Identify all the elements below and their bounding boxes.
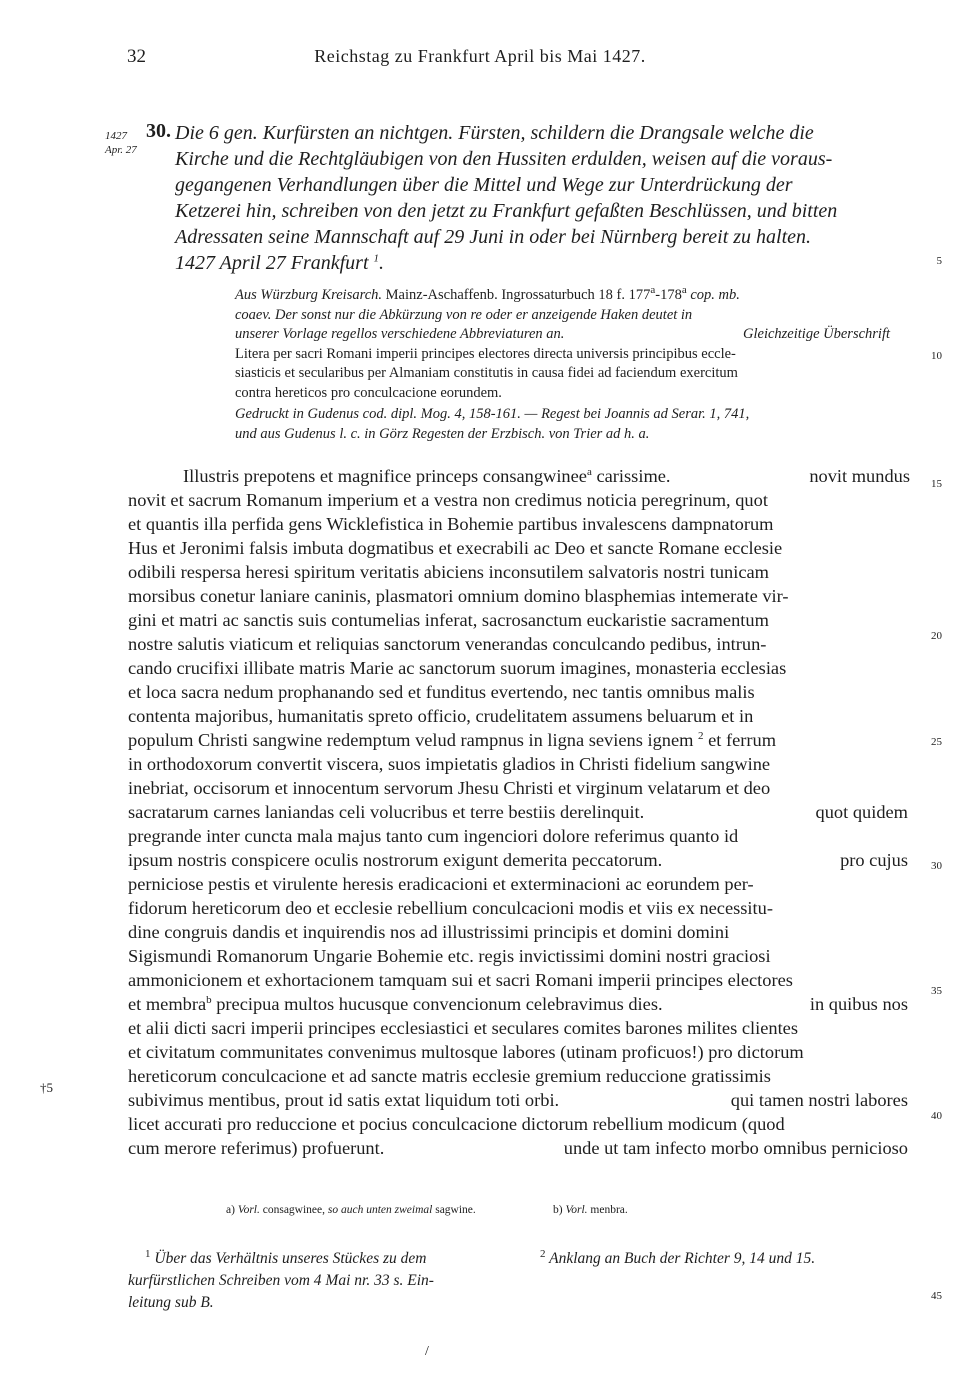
text-line: inebriat, occisorum et innocentum servorum Jhesu Christi et virginum velatarum et deo xyxy=(128,778,771,798)
text-line: nostre salutis viaticum et reliquias sanctorum venerandas conculcando pedibus, intrun- xyxy=(128,634,767,654)
apparatus-note-a xyxy=(226,1204,476,1216)
text-line: Sigismundi Romanorum Ungarie Bohemie etc. regis invictissimi domini nostri graciosi xyxy=(128,946,771,966)
margin-year: 1427 xyxy=(105,130,127,142)
text-segment: precipua multos hucusque convencionum celebravimus dies. xyxy=(211,994,663,1014)
text-line: in orthodoxorum convertit viscera, suos impietatis gladios in Christi fidelium sangwine xyxy=(128,754,771,774)
bottom-mark: / xyxy=(425,1344,429,1359)
regest-line: Die 6 gen. Kurfürsten an nichtgen. Fürsten, schildern die Drangsale welche die xyxy=(175,122,814,144)
text-segment: Illustris prepotens et magnifice princeps consangwinee xyxy=(183,466,587,486)
apparatus-ref: a xyxy=(586,465,592,478)
footnote-ref: 2 xyxy=(698,729,704,742)
text-segment: et membra xyxy=(128,994,207,1014)
margin-mark: †5 xyxy=(40,1080,53,1095)
line-number: 40 xyxy=(931,1110,942,1122)
source-note-line: siasticis et secularibus per Almaniam constitutis in causa fidei ad faciendum exercitum xyxy=(235,365,738,381)
text-segment: unde ut tam infecto morbo omnibus pernicioso xyxy=(563,1138,908,1158)
source-note-text: unserer Vorlage regellos verschiedene Abbreviaturen an. xyxy=(235,326,565,342)
text-line: pregrande inter cuncta mala majus tanto cum ingenciori dolore referimus quanto id xyxy=(128,826,739,846)
footnote-1 xyxy=(145,1248,426,1270)
archive-ref-text: Mainz-Aschaffenb. Ingrossaturbuch 18 f. 177 xyxy=(382,287,651,303)
text-line xyxy=(128,1088,908,1112)
footnote-line: kurfürstlichen Schreiben vom 4 Mai nr. 33 s. Ein- xyxy=(128,1272,434,1289)
text-segment: carissime. xyxy=(591,466,671,486)
footnote-line: leitung sub B. xyxy=(128,1294,214,1311)
text-line: et civitatum communitates convenimus multosque labores (utinam proficuos!) pro dictorum xyxy=(128,1042,804,1062)
text-line: odibili respersa heresi spiritum veritatis abiciens inconsutilem salvatoris nostri tunicam xyxy=(128,562,769,582)
text-line: hereticorum conculcacione et ad sancte matris ecclesie gremium reduccione gratissimis xyxy=(128,1066,771,1086)
text-line: et alii dicti sacri imperii principes ecclesiastici et seculares comites barones milites clientes xyxy=(128,1018,798,1038)
text-line xyxy=(128,992,908,1016)
regest-line: Adressaten seine Mannschaft auf 29 Juni in oder bei Nürnberg bereit zu halten. xyxy=(175,226,812,248)
source-note-line: coaev. Der sonst nur die Abkürzung von re oder er anzeigende Haken deutet in xyxy=(235,307,693,323)
text-line: et quantis illa perfida gens Wicklefistica in Bohemie partibus invalescens dampnatorum xyxy=(128,514,774,534)
apparatus-text: consagwinee, xyxy=(259,1204,326,1216)
apparatus-label: a) xyxy=(226,1204,235,1216)
regest-date: 1427 April 27 Frankfurt xyxy=(175,252,369,274)
footnote-text: Über das Verhältnis unseres Stückes zu dem xyxy=(154,1250,427,1267)
superscript: a xyxy=(650,284,656,297)
folio-range: -178 xyxy=(655,287,682,303)
text-line xyxy=(128,848,908,872)
source-note-line: Litera per sacri Romani imperii principes electores directa universis principibus eccle- xyxy=(235,346,736,362)
text-line: novit et sacrum Romanum imperium et a vestra non credimus noticia peregrinum, quot xyxy=(128,490,768,510)
footnote-number: 1 xyxy=(145,1247,151,1260)
text-line: licet accurati pro reduccione et pocius conculcacione dictorum rebellium modicum (quod xyxy=(128,1114,785,1134)
text-line: Hus et Jeronimi falsis imbuta dogmatibus et execrabili ac Deo et sancte Romane ecclesie xyxy=(128,538,783,558)
text-segment: quot quidem xyxy=(815,802,908,822)
line-number: 20 xyxy=(931,630,942,642)
source-note-line: contra hereticos pro conculcacione eorundem. xyxy=(235,385,502,401)
regest-line: Ketzerei hin, schreiben von den jetzt zu Frankfurt gefaßten Beschlüssen, und bitten xyxy=(175,200,838,222)
text-line xyxy=(183,464,910,488)
line-number: 10 xyxy=(931,350,942,362)
text-line: contenta majoribus, humanitatis spreto officio, crudelitatem assumens beluarum et in xyxy=(128,706,754,726)
footnote-number: 2 xyxy=(540,1247,546,1260)
text-segment: subivimus mentibus, prout id satis extat liquidum toti orbi. xyxy=(128,1090,560,1110)
regest-line: gegangenen Verhandlungen über die Mittel und Wege zur Unterdrückung der xyxy=(175,174,793,196)
text-segment: ipsum nostris conspicere oculis nostrorum exigunt demerita peccatorum. xyxy=(128,850,663,870)
text-line: fidorum hereticorum deo et ecclesie rebellium conculcacioni modis et viis ex necessitu- xyxy=(128,898,773,918)
print-reference: Gedruckt in Gudenus cod. dipl. Mog. 4, 158-161. — Regest bei Joannis ad Serar. 1, 741, xyxy=(235,406,750,422)
text-line xyxy=(128,800,908,824)
regest-end: . xyxy=(379,252,385,274)
footnote-2 xyxy=(540,1248,815,1270)
apparatus-ref: b xyxy=(206,993,212,1006)
line-number: 30 xyxy=(931,860,942,872)
text-line xyxy=(128,1136,908,1160)
regest-line: Kirche und die Rechtgläubigen von den Hussiten erdulden, weisen auf die voraus- xyxy=(175,148,833,170)
text-line: cando crucifixi illibate matris Marie ac sanctorum suorum imagines, monasteria ecclesias xyxy=(128,658,787,678)
document-number: 30. xyxy=(146,120,171,142)
text-segment: pro cujus xyxy=(840,850,908,870)
apparatus-text: sagwine. xyxy=(432,1204,476,1216)
text-line: ammonicionem et exhortacionem tamquam sui et sacri Romani imperii principes electores xyxy=(128,970,793,990)
text-segment: in quibus nos xyxy=(809,994,908,1014)
line-number: 5 xyxy=(936,255,942,267)
apparatus-text: Vorl. xyxy=(562,1204,588,1216)
apparatus-text: Vorl. xyxy=(234,1204,260,1216)
text-line: dine congruis dandis et inquirendis nos ad illustrissimi principis et domini domini xyxy=(128,922,730,942)
text-segment: cum merore referimus) profuerunt. xyxy=(128,1138,385,1158)
line-number: 45 xyxy=(931,1290,942,1302)
line-number: 15 xyxy=(931,478,942,490)
text-segment: sacratarum carnes laniandas celi volucribus et terre bestiis derelinquit. xyxy=(128,802,645,822)
running-head: Reichstag zu Frankfurt April bis Mai 1427. xyxy=(314,46,646,66)
page-number: 32 xyxy=(127,46,146,67)
text-line: morsibus conetur laniare caninis, plasmatori omnium domino blasphemias intemerate vir- xyxy=(128,586,789,606)
copy-note: cop. mb. xyxy=(686,287,740,303)
footnote-text: Anklang an Buch der Richter 9, 14 und 15. xyxy=(549,1250,816,1267)
text-segment: et ferrum xyxy=(703,730,777,750)
print-reference: und aus Gudenus l. c. in Görz Regesten der Erzbisch. von Trier ad h. a. xyxy=(235,426,650,442)
source-note-line xyxy=(235,286,740,306)
apparatus-label: b) xyxy=(553,1204,563,1216)
line-number: 25 xyxy=(931,736,942,748)
apparatus-text: so auch unten zweimal xyxy=(325,1204,433,1216)
text-line: perniciose pestis et virulente heresis eradicacioni et exterminacioni ac eorundem per- xyxy=(128,874,754,894)
heading-label: Gleichzeitige Überschrift xyxy=(743,326,890,342)
archive-ref: Aus Würzburg Kreisarch. xyxy=(235,287,383,303)
regest-date-line xyxy=(175,250,384,276)
text-segment: populum Christi sangwine redemptum velud rampnus in ligna seviens ignem xyxy=(128,730,694,750)
text-line: et loca sacra nedum prophanando sed et funditus evertendo, nec tantis omnibus malis xyxy=(128,682,755,702)
text-line xyxy=(128,728,776,752)
text-line: gini et matri ac sanctis suis contumelias inferat, sacrosanctum euckaristie sacramentum xyxy=(128,610,769,630)
text-segment: qui tamen nostri labores xyxy=(730,1090,908,1110)
apparatus-text: menbra. xyxy=(587,1204,628,1216)
footnote-ref: 1 xyxy=(373,252,380,265)
source-note-line xyxy=(235,325,890,345)
apparatus-note-b xyxy=(553,1204,628,1216)
line-number: 35 xyxy=(931,985,942,997)
margin-date: Apr. 27 xyxy=(105,144,137,156)
text-segment: novit mundus xyxy=(809,466,910,486)
superscript: a xyxy=(681,284,687,297)
